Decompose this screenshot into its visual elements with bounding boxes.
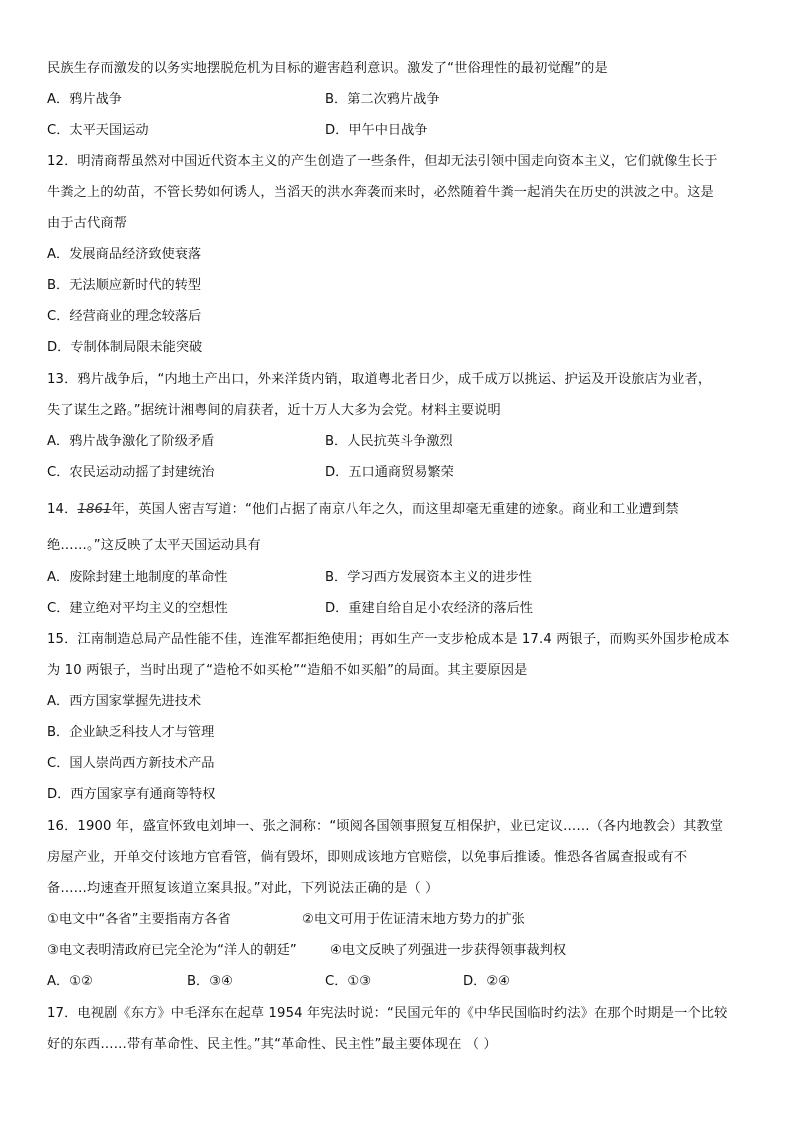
q12-stem-line-3: 由于古代商帮 [47,216,128,231]
question-text-line: 民族生存而激发的以务实地摆脱危机为目标的避害趋利意识。激发了“世俗理性的最初觉醒”的是 [47,61,608,76]
q14-number: 14． [47,502,78,517]
option-b: B．第二次鸦片战争 [325,92,440,107]
q13-option-b: B．人民抗英斗争激烈 [325,434,453,449]
q17-stem-line-2: 好的东西……带有革命性、民主性。”其“革命性、民主性”最主要体现在 （ ） [47,1037,497,1052]
q15-option-a: A．西方国家掌握先进技术 [47,694,202,709]
q15-stem-line-2: 为 10 两银子，当时出现了“造枪不如买枪”“造船不如买船”的局面。其主要原因是 [47,663,528,678]
q15-option-b: B．企业缺乏科技人才与管理 [47,725,215,740]
q17-stem-line-1: 17．电视剧《东方》中毛泽东在起草 1954 年宪法时说：“民国元年的《中华民国临时约法》在那个时期是一个比较 [47,1006,728,1021]
option-c: C．太平天国运动 [47,123,149,138]
q15-stem-line-1: 15．江南制造总局产品性能不佳，连淮军都拒绝使用；再如生产一支步枪成本是 17.4 两银子，而购买外国步枪成本 [47,632,730,647]
q14-option-c: C．建立绝对平均主义的空想性 [47,601,228,616]
option-a: A．鸦片战争 [47,92,122,107]
q12-option-b: B．无法顺应新时代的转型 [47,278,202,293]
q13-stem-line-1: 13．鸦片战争后，“内地土产出口，外来洋货内销，取道粤北者日少，成千成万以挑运、护运及开设旅店为业者， [47,372,712,387]
q16-item-2: ②电文可用于佐证清末地方势力的扩张 [302,912,525,927]
q12-option-d: D．专制体制局限未能突破 [47,340,203,355]
q16-stem-line-1: 16．1900 年，盛宣怀致电刘坤一、张之洞称：“顷阅各国领事照复互相保护，业已定议……（各内地教会）其教堂 [47,819,724,834]
q15-option-d: D．西方国家享有通商等特权 [47,787,216,802]
option-d: D．甲午中日战争 [325,123,428,138]
q16-stem-line-2: 房屋产业，开单交付该地方官看管，倘有毁坏，即则成该地方官赔偿，以免事后推诿。惟恐各省属查报或有不 [47,850,688,865]
q14-option-a: A．废除封建土地制度的革命性 [47,570,228,585]
q12-option-a: A．发展商品经济致使衰落 [47,247,202,262]
q13-option-c: C．农民运动动摇了封建统治 [47,465,215,480]
q16-stem-line-3: 备……均速查开照复该道立案具报。”对此，下列说法正确的是（ ） [47,881,439,896]
q13-option-a: A．鸦片战争激化了阶级矛盾 [47,434,215,449]
q14-stem-line-2: 绝……。”这反映了太平天国运动具有 [47,538,261,553]
q12-option-c: C．经营商业的理念较落后 [47,309,202,324]
q13-option-d: D．五口通商贸易繁荣 [325,465,454,480]
q16-option-c: C．①③ [325,974,372,989]
q16-option-b: B．③④ [187,974,233,989]
q16-option-d: D．②④ [463,974,510,989]
q12-stem-line-2: 牛粪之上的幼苗，不管长势如何诱人，当滔天的洪水奔袭而来时，必然随着牛粪一起消失在历史的洪波之中。这是 [47,185,714,200]
q15-option-c: C．国人崇尚西方新技术产品 [47,756,215,771]
q12-stem-line-1: 12．明清商帮虽然对中国近代资本主义的产生创造了一些条件，但却无法引领中国走向资本主义，它们就像生长于 [47,154,718,169]
q13-stem-line-2: 失了谋生之路。”据统计湘粤间的肩获者，近十万人大多为会党。材料主要说明 [47,403,501,418]
q14-option-b: B．学习西方发展资本主义的进步性 [325,570,532,585]
q16-item-1: ①电文中“各省”主要指南方各省 [47,912,231,927]
q14-stem-text: 年，英国人密吉写道：“他们占据了南京八年之久，而这里却毫无重建的迹象。商业和工业遭到禁 [111,502,679,517]
q16-item-3: ③电文表明清政府已完全沦为“洋人的朝廷” [47,943,297,958]
q16-item-4: ④电文反映了列强进一步获得领事裁判权 [330,943,567,958]
handwritten-year: 1861 [77,502,112,517]
q14-option-d: D．重建自给自足小农经济的落后性 [325,601,533,616]
q14-stem-line-1 [47,498,679,517]
q16-option-a: A．①② [47,974,93,989]
